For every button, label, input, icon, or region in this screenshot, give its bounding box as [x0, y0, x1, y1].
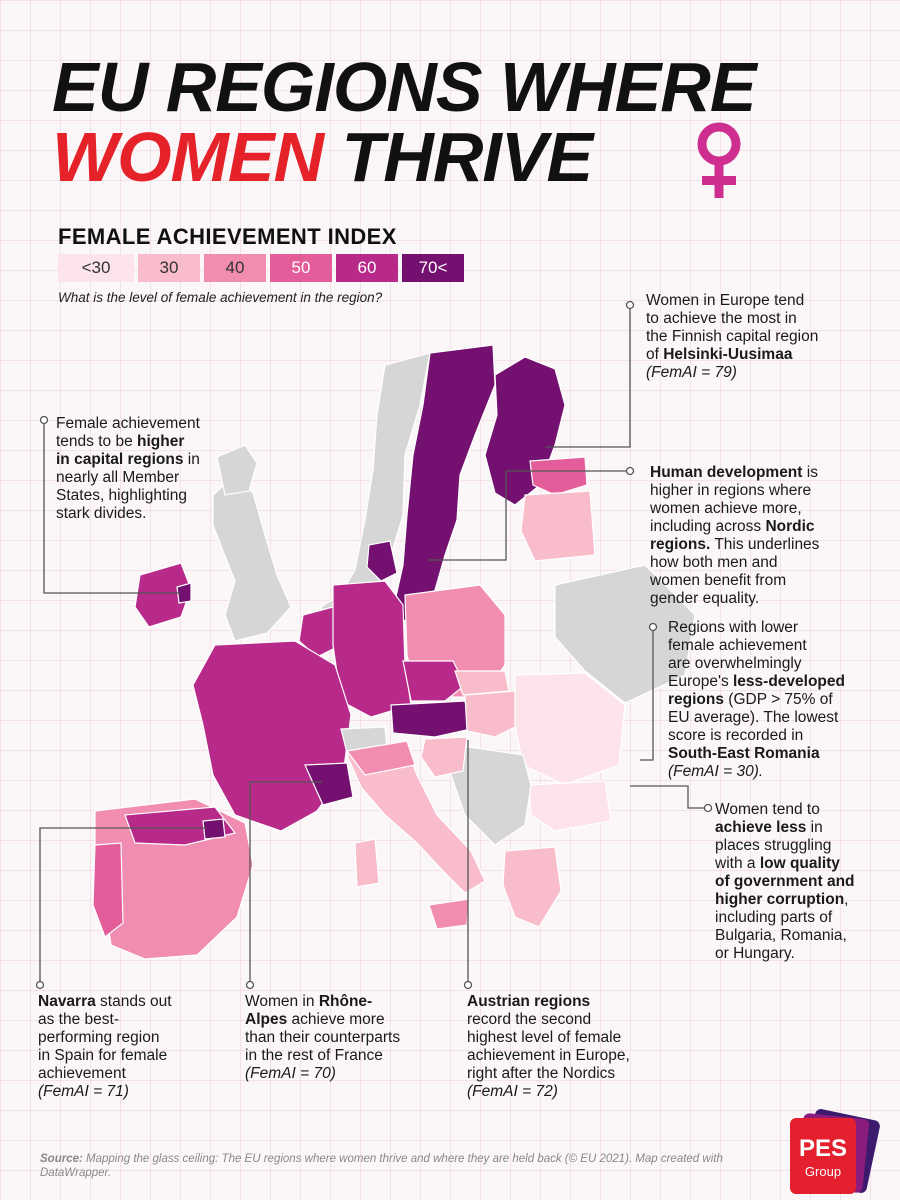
annotation-navarra: Navarra stands out as the best- performing region in Spain for female achievement (FemAI = 71) — [38, 993, 172, 1100]
leader-dot-corruption — [705, 805, 712, 812]
map-region-estonia — [530, 457, 587, 495]
legend-swatch-5: 70< — [402, 254, 464, 282]
annotation-capital-regions: Female achievement tends to be higher in capital regions in nearly all Member States, highlighting stark divides. — [56, 415, 200, 522]
legend-swatch-1: 30 — [138, 254, 200, 282]
legend-title: FEMALE ACHIEVEMENT INDEX — [58, 224, 397, 249]
annotation-austria: Austrian regions record the second highest level of female achievement in Europe, right after the Nordics (FemAI = 72) — [467, 993, 630, 1100]
map-region-sardinia — [355, 839, 379, 887]
leader-dot-helsinki — [627, 302, 634, 309]
title-accent-word: WOMEN — [52, 118, 324, 196]
page-title-line-2 — [52, 118, 593, 196]
map-region-slovakia — [455, 671, 509, 695]
map-region-sicily — [429, 899, 469, 929]
female-symbol-icon — [690, 120, 748, 200]
map-region-austria — [391, 701, 471, 737]
map-region-navarra — [203, 819, 225, 839]
legend-swatch-3: 50 — [270, 254, 332, 282]
map-region-ireland-dublin — [177, 583, 191, 603]
logo-sub: Group — [804, 1164, 842, 1179]
map-region-portugal — [93, 843, 123, 937]
page-title-line-1: EU REGIONS WHERE — [52, 48, 756, 126]
leader-dot-capital — [41, 417, 48, 424]
map-region-croatia — [421, 737, 467, 777]
legend-swatch-2: 40 — [204, 254, 266, 282]
annotation-rhone-alpes: Women in Rhône- Alpes achieve more than their counterparts in the rest of France (FemAI = 70) — [245, 993, 401, 1082]
legend-swatch-4: 60 — [336, 254, 398, 282]
annotation-human-development: Human development is higher in regions where women achieve more, including across Nordic regions. This underlines how both men and women benefit from gender equality. — [650, 464, 820, 607]
map-region-bulgaria — [529, 781, 611, 831]
title-rest-word: THRIVE — [341, 118, 593, 196]
legend-scale — [58, 254, 464, 282]
annotation-corruption: Women tend to achieve less in places struggling with a low quality of government and higher corruption, including parts of Bulgaria, Romania, or Hungary. — [715, 801, 855, 962]
logo-name: PES — [798, 1135, 848, 1162]
map-region-greece — [503, 847, 561, 927]
annotation-helsinki: Women in Europe tend to achieve the most in the Finnish capital region of Helsinki-Uusimaa (FemAI = 79) — [646, 292, 819, 381]
source-note: Source: Mapping the glass ceiling: The EU regions where women thrive and where they are held back (© EU 2021). Map created with DataWrapper. — [40, 1153, 723, 1179]
map-region-latvia-lithuania — [521, 491, 595, 561]
annotation-lower-achievement: Regions with lower female achievement are overwhelmingly Europe's less-developed regions (GDP > 75% of EU average). The lowest score is recorded in South-East Romania (FemAI = 30). — [668, 619, 845, 780]
leader-dot-navarra — [37, 982, 44, 989]
legend-swatch-0: <30 — [58, 254, 134, 282]
legend-subtitle: What is the level of female achievement in the region? — [58, 290, 383, 305]
pes-group-logo — [782, 1108, 882, 1196]
